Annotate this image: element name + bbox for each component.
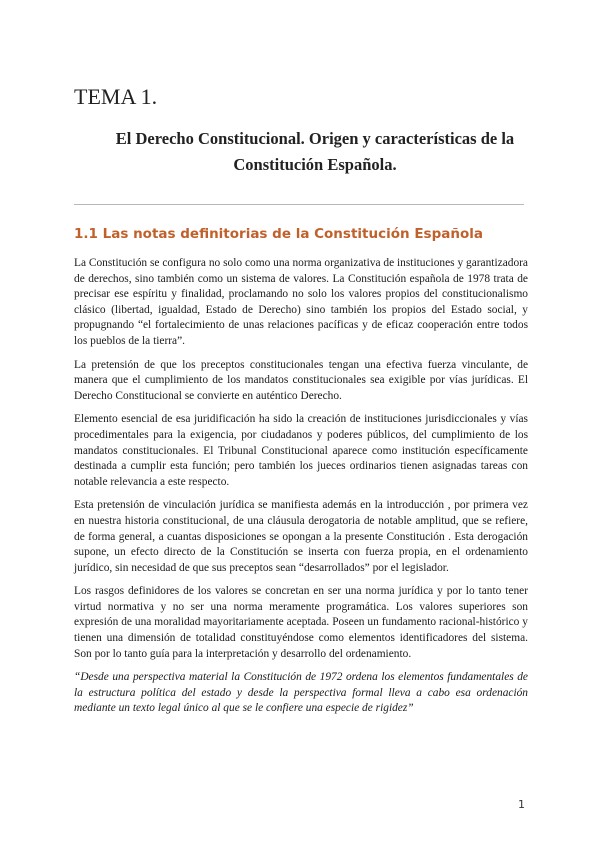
- paragraph: Esta pretensión de vinculación jurídica se manifiesta además en la introducción , por primera vez en nuestra historia constitucional, de una cláusula derogatoria de notable amplitud, que se refiere, de forma general, a cuantas disposiciones se opongan a la presente Constitución . Esta derogación supone, un efecto directo de la Constitución se inserta con fuerza propia, en el ordenamiento jurídico, sin necesidad de que sus preceptos sean “desarrollados” por el legislador.: [74, 499, 528, 574]
- page-number: 1: [518, 798, 525, 811]
- paragraph: Los rasgos definidores de los valores se concretan en ser una norma jurídica y por lo tanto tener virtud normativa y no ser una norma meramente programática. Los valores superiores son expresión de una moralidad mayoritariamente aceptada. Poseen un fundamento racional-histórico y tienen una dimensión de totalidad constituyéndose como elementos identificadores del sistema. Son por lo tanto guía para la interpretación y desarrollo del ordenamiento.: [74, 585, 528, 660]
- chapter-title: TEMA 1.: [74, 84, 158, 109]
- divider: [74, 204, 524, 205]
- section-heading: 1.1 Las notas definitorias de la Constitución Española: [74, 226, 483, 242]
- paragraph: Elemento esencial de esa juridificación ha sido la creación de instituciones jurisdiccionales y vías procedimentales para la exigencia, por ciudadanos y poderes públicos, del cumplimiento de los mandatos constitucionales. El Tribunal Constitucional aparece como institución específicamente destinada a cumplir esta función; pero también los jueces ordinarios tienen asignadas tareas con notable relevancia a este respecto.: [74, 413, 528, 488]
- body-text: [74, 256, 528, 725]
- chapter-subtitle: El Derecho Constitucional. Origen y características de la Constitución Española.: [115, 129, 515, 174]
- quote: “Desde una perspectiva material la Constitución de 1972 ordena los elementos fundamentales de la estructura política del estado y desde la perspectiva formal lleva a cabo esa ordenación mediante un texto legal único al que se le confiere una especie de rigidez”: [74, 671, 528, 715]
- paragraph: La pretensión de que los preceptos constitucionales tengan una efectiva fuerza vinculante, de manera que el cumplimiento de los mandatos constitucionales sea exigible por vías jurídicas. El Derecho Constitucional se convierte en auténtico Derecho.: [74, 358, 528, 402]
- paragraph: La Constitución se configura no solo como una norma organizativa de instituciones y garantizadora de derechos, sino también como un sistema de valores. La Constitución española de 1978 trata de precisar ese espíritu y finalidad, proclamando no solo los valores propios del constitucionalismo clásico (libertad, igualdad, Estado de Derecho) sino también los propios del Estado social, y propugnando “el fortalecimiento de unas relaciones pacíficas y de eficaz cooperación entre todos los pueblos de la tierra”.: [74, 257, 528, 347]
